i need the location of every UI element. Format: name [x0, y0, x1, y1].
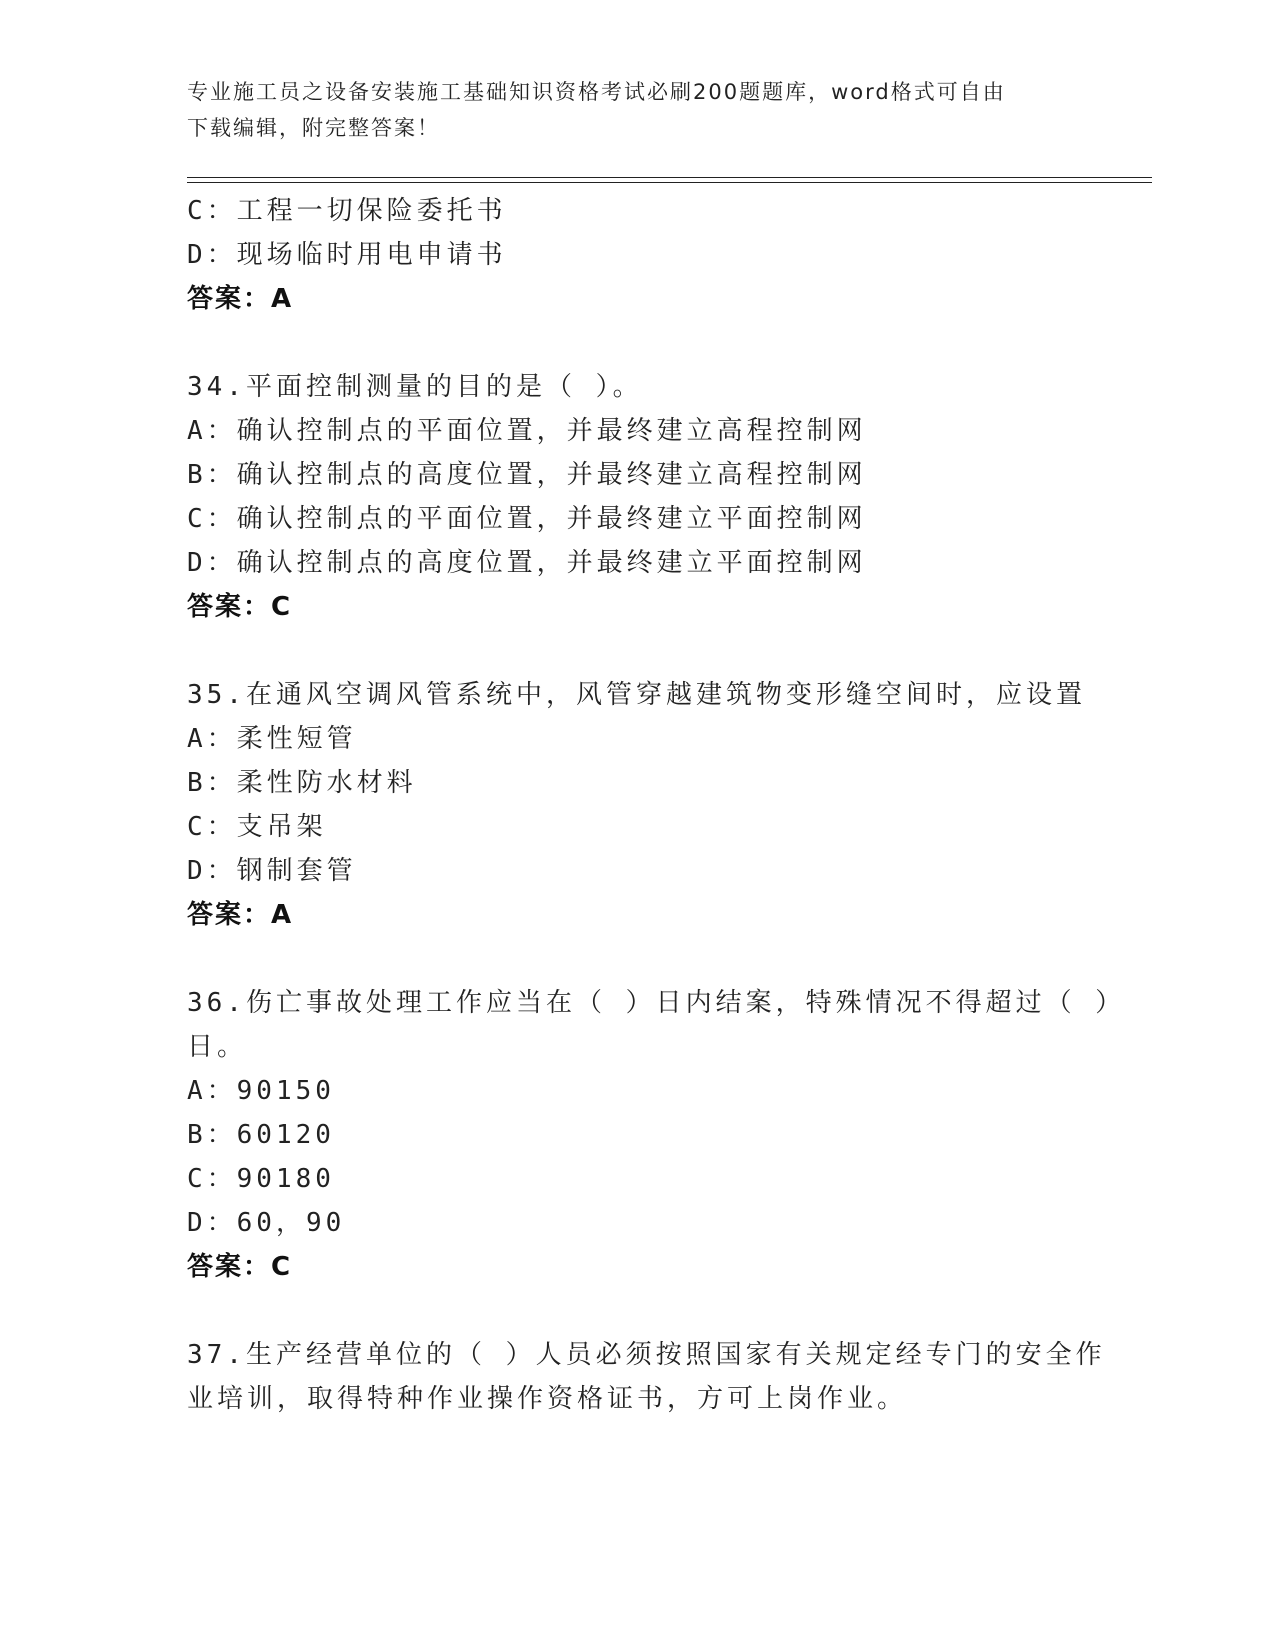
- q35-answer: 答案：A: [187, 900, 294, 930]
- q36-question-line-2: 日。: [187, 1032, 248, 1062]
- q34-option-d: D：确认控制点的高度位置，并最终建立平面控制网: [187, 548, 867, 578]
- q35-option-c: C：支吊架: [187, 812, 327, 842]
- q35-question: 35.在通风空调风管系统中，风管穿越建筑物变形缝空间时，应设置: [187, 680, 1086, 710]
- header-divider-bottom: [187, 182, 1152, 183]
- q33-option-d: D：现场临时用电申请书: [187, 240, 507, 270]
- q37-question-line-2: 业培训，取得特种作业操作资格证书，方可上岗作业。: [187, 1384, 908, 1414]
- q36-question-line-1: 36.伤亡事故处理工作应当在（ ）日内结案，特殊情况不得超过（ ）: [187, 988, 1126, 1018]
- q34-option-b: B：确认控制点的高度位置，并最终建立高程控制网: [187, 460, 867, 490]
- q36-option-c: C：90180: [187, 1164, 335, 1194]
- q34-answer: 答案：C: [187, 592, 293, 622]
- q34-option-c: C：确认控制点的平面位置，并最终建立平面控制网: [187, 504, 867, 534]
- header-line-2: 下载编辑，附完整答案！: [187, 116, 440, 140]
- q35-option-d: D：钢制套管: [187, 856, 357, 886]
- header-divider-top: [187, 177, 1152, 178]
- q36-option-b: B：60120: [187, 1120, 335, 1150]
- q34-option-a: A：确认控制点的平面位置，并最终建立高程控制网: [187, 416, 867, 446]
- q36-answer: 答案：C: [187, 1252, 293, 1282]
- q33-option-c: C：工程一切保险委托书: [187, 196, 507, 226]
- header-line-1: 专业施工员之设备安装施工基础知识资格考试必刷200题题库，word格式可自由: [187, 80, 1006, 104]
- q36-option-a: A：90150: [187, 1076, 335, 1106]
- q36-option-d: D：60，90: [187, 1208, 346, 1238]
- document-header: [187, 74, 1087, 146]
- q35-option-a: A：柔性短管: [187, 724, 357, 754]
- q34-question: 34.平面控制测量的目的是（ ）。: [187, 372, 643, 402]
- q33-answer: 答案：A: [187, 284, 294, 314]
- q37-question-line-1: 37.生产经营单位的（ ）人员必须按照国家有关规定经专门的安全作: [187, 1340, 1106, 1370]
- q35-option-b: B：柔性防水材料: [187, 768, 417, 798]
